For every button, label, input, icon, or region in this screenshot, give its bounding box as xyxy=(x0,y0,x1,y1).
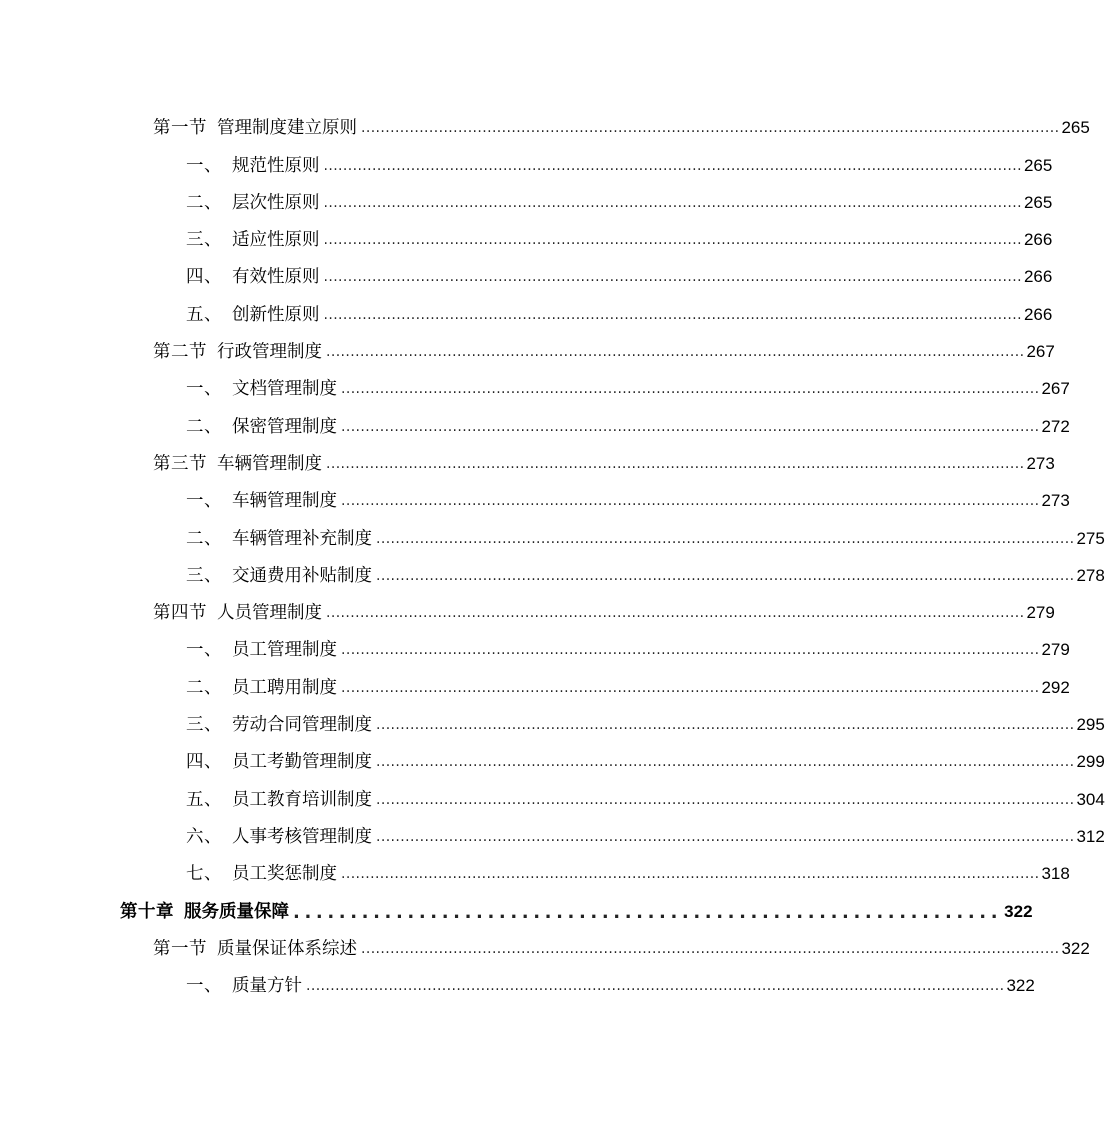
toc-entry-title: 文档管理制度 xyxy=(232,379,337,400)
toc-entry-title: 质量方针 xyxy=(232,976,302,997)
dot-leader: .............................................................. xyxy=(293,901,1003,923)
dot-leader: ................................................................................................................................................ xyxy=(326,605,1025,622)
toc-entry-label xyxy=(186,304,320,326)
toc-entry-prefix: 一、 xyxy=(186,640,222,661)
toc-entry-prefix: 第十章 xyxy=(120,901,174,922)
toc-entry-title: 管理制度建立原则 xyxy=(217,118,357,139)
toc-subsection-entry[interactable] xyxy=(0,177,1053,214)
toc-entry-page-number: 279 xyxy=(1041,640,1070,660)
toc-subsection-entry[interactable] xyxy=(0,699,1105,736)
dot-leader: ................................................................................................................................................ xyxy=(361,940,1060,957)
toc-entry-label xyxy=(186,192,320,214)
dot-leader: ................................................................................................................................................ xyxy=(341,866,1040,883)
toc-entry-label xyxy=(186,826,372,848)
toc-entry-prefix: 一、 xyxy=(186,491,222,512)
toc-entry-prefix: 四、 xyxy=(186,267,222,288)
toc-section-entry[interactable] xyxy=(0,923,1090,960)
dot-leader: ................................................................................................................................................ xyxy=(341,381,1040,398)
toc-entry-prefix: 一、 xyxy=(186,155,222,176)
toc-entry-label xyxy=(186,155,320,177)
dot-leader: ................................................................................................................................................ xyxy=(323,232,1022,249)
dot-leader: ................................................................................................................................................ xyxy=(323,157,1022,174)
toc-entry-label xyxy=(186,677,337,699)
toc-entry-title: 车辆管理制度 xyxy=(232,491,337,512)
toc-subsection-entry[interactable] xyxy=(0,512,1105,549)
table-of-contents xyxy=(0,102,1105,997)
toc-entry-title: 有效性原则 xyxy=(232,267,320,288)
toc-entry-prefix: 三、 xyxy=(186,230,222,251)
toc-entry-label xyxy=(153,938,357,960)
toc-entry-label xyxy=(153,117,357,139)
toc-subsection-entry[interactable] xyxy=(0,811,1105,848)
dot-leader: ................................................................................................................................................ xyxy=(361,120,1060,137)
toc-entry-label xyxy=(186,639,337,661)
toc-entry-page-number: 273 xyxy=(1041,491,1070,511)
toc-entry-prefix: 四、 xyxy=(186,752,222,773)
dot-leader: ................................................................................................................................................ xyxy=(376,791,1075,808)
toc-entry-label xyxy=(186,229,320,251)
toc-entry-title: 服务质量保障 xyxy=(184,901,289,922)
dot-leader: ................................................................................................................................................ xyxy=(376,754,1075,771)
toc-entry-page-number: 304 xyxy=(1076,789,1105,809)
toc-entry-label xyxy=(120,901,289,923)
toc-entry-prefix: 二、 xyxy=(186,192,222,213)
toc-subsection-entry[interactable] xyxy=(0,400,1070,437)
toc-subsection-entry[interactable] xyxy=(0,139,1053,176)
toc-entry-page-number: 273 xyxy=(1026,453,1055,473)
toc-entry-prefix: 三、 xyxy=(186,565,222,586)
toc-entry-title: 人员管理制度 xyxy=(217,603,322,624)
toc-entry-label xyxy=(186,789,372,811)
dot-leader: ................................................................................................................................................ xyxy=(376,530,1075,547)
toc-subsection-entry[interactable] xyxy=(0,661,1070,698)
toc-entry-page-number: 265 xyxy=(1061,118,1090,138)
toc-entry-label xyxy=(186,863,337,885)
toc-section-entry[interactable] xyxy=(0,102,1090,139)
toc-entry-prefix: 第四节 xyxy=(153,603,207,624)
toc-entry-label xyxy=(186,378,337,400)
dot-leader: ................................................................................................................................................ xyxy=(376,828,1075,845)
toc-entry-prefix: 第一节 xyxy=(153,938,207,959)
toc-entry-page-number: 292 xyxy=(1041,677,1070,697)
toc-entry-page-number: 266 xyxy=(1023,304,1053,324)
toc-entry-page-number: 278 xyxy=(1076,565,1105,585)
dot-leader: ................................................................................................................................................ xyxy=(341,493,1040,510)
toc-entry-label xyxy=(186,714,372,736)
toc-entry-label xyxy=(153,453,322,475)
toc-entry-prefix: 一、 xyxy=(186,976,222,997)
toc-entry-label xyxy=(186,565,372,587)
toc-entry-label xyxy=(186,416,337,438)
dot-leader: ................................................................................................................................................ xyxy=(376,567,1075,584)
toc-entry-page-number: 279 xyxy=(1026,603,1055,623)
toc-entry-title: 交通费用补贴制度 xyxy=(232,565,372,586)
toc-subsection-entry[interactable] xyxy=(0,736,1105,773)
toc-entry-page-number: 265 xyxy=(1023,155,1053,175)
toc-entry-title: 员工考勤管理制度 xyxy=(232,752,372,773)
toc-entry-page-number: 272 xyxy=(1041,416,1070,436)
toc-entry-page-number: 265 xyxy=(1023,192,1053,212)
toc-subsection-entry[interactable] xyxy=(0,214,1053,251)
toc-entry-title: 劳动合同管理制度 xyxy=(232,715,372,736)
toc-entry-title: 员工奖惩制度 xyxy=(232,864,337,885)
toc-entry-title: 车辆管理制度 xyxy=(217,453,322,474)
toc-subsection-entry[interactable] xyxy=(0,363,1070,400)
toc-entry-title: 创新性原则 xyxy=(232,304,320,325)
toc-entry-title: 员工教育培训制度 xyxy=(232,789,372,810)
toc-chapter-entry[interactable] xyxy=(0,885,1033,923)
dot-leader: ................................................................................................................................................ xyxy=(341,679,1040,696)
toc-subsection-entry[interactable] xyxy=(0,960,1035,997)
toc-entry-prefix: 五、 xyxy=(186,304,222,325)
toc-entry-page-number: 318 xyxy=(1041,864,1070,884)
toc-entry-page-number: 295 xyxy=(1076,715,1105,735)
toc-subsection-entry[interactable] xyxy=(0,848,1070,885)
toc-entry-title: 质量保证体系综述 xyxy=(217,938,357,959)
toc-entry-prefix: 五、 xyxy=(186,789,222,810)
toc-entry-prefix: 三、 xyxy=(186,715,222,736)
toc-subsection-entry[interactable] xyxy=(0,288,1053,325)
toc-entry-title: 规范性原则 xyxy=(232,155,320,176)
toc-entry-title: 员工管理制度 xyxy=(232,640,337,661)
toc-entry-label xyxy=(186,528,372,550)
toc-entry-title: 适应性原则 xyxy=(232,230,320,251)
toc-entry-page-number: 322 xyxy=(1006,976,1035,996)
toc-entry-label xyxy=(186,975,302,997)
toc-section-entry[interactable] xyxy=(0,326,1055,363)
dot-leader: ................................................................................................................................................ xyxy=(306,978,1005,995)
dot-leader: ................................................................................................................................................ xyxy=(326,455,1025,472)
toc-entry-prefix: 七、 xyxy=(186,864,222,885)
toc-entry-page-number: 299 xyxy=(1076,752,1105,772)
toc-entry-label xyxy=(186,266,320,288)
toc-subsection-entry[interactable] xyxy=(0,550,1105,587)
toc-entry-title: 员工聘用制度 xyxy=(232,677,337,698)
dot-leader: ................................................................................................................................................ xyxy=(341,642,1040,659)
toc-entry-page-number: 267 xyxy=(1041,379,1070,399)
toc-entry-prefix: 第三节 xyxy=(153,453,207,474)
toc-entry-page-number: 312 xyxy=(1076,826,1105,846)
toc-entry-title: 人事考核管理制度 xyxy=(232,826,372,847)
toc-subsection-entry[interactable] xyxy=(0,624,1070,661)
dot-leader: ................................................................................................................................................ xyxy=(376,717,1075,734)
dot-leader: ................................................................................................................................................ xyxy=(323,269,1022,286)
toc-entry-prefix: 二、 xyxy=(186,677,222,698)
dot-leader: ................................................................................................................................................ xyxy=(341,418,1040,435)
toc-entry-prefix: 第二节 xyxy=(153,342,207,363)
toc-subsection-entry[interactable] xyxy=(0,475,1070,512)
toc-entry-title: 车辆管理补充制度 xyxy=(232,528,372,549)
dot-leader: ................................................................................................................................................ xyxy=(326,344,1025,361)
toc-subsection-entry[interactable] xyxy=(0,773,1105,810)
toc-entry-label xyxy=(186,751,372,773)
toc-entry-title: 行政管理制度 xyxy=(217,342,322,363)
toc-entry-label xyxy=(186,490,337,512)
toc-entry-prefix: 第一节 xyxy=(153,118,207,139)
toc-entry-page-number: 275 xyxy=(1076,528,1105,548)
toc-entry-page-number: 322 xyxy=(1061,938,1090,958)
dot-leader: ................................................................................................................................................ xyxy=(323,194,1022,211)
toc-section-entry[interactable] xyxy=(0,438,1055,475)
toc-entry-prefix: 一、 xyxy=(186,379,222,400)
toc-entry-page-number: 322 xyxy=(1004,901,1033,921)
toc-entry-label xyxy=(153,602,322,624)
toc-entry-page-number: 266 xyxy=(1023,230,1053,250)
toc-entry-page-number: 266 xyxy=(1023,267,1053,287)
toc-entry-title: 保密管理制度 xyxy=(232,416,337,437)
dot-leader: ................................................................................................................................................ xyxy=(323,306,1022,323)
toc-section-entry[interactable] xyxy=(0,587,1055,624)
toc-entry-page-number: 267 xyxy=(1026,342,1055,362)
toc-entry-prefix: 二、 xyxy=(186,416,222,437)
toc-entry-prefix: 二、 xyxy=(186,528,222,549)
toc-subsection-entry[interactable] xyxy=(0,251,1053,288)
toc-entry-prefix: 六、 xyxy=(186,826,222,847)
toc-entry-label xyxy=(153,341,322,363)
toc-entry-title: 层次性原则 xyxy=(232,192,320,213)
